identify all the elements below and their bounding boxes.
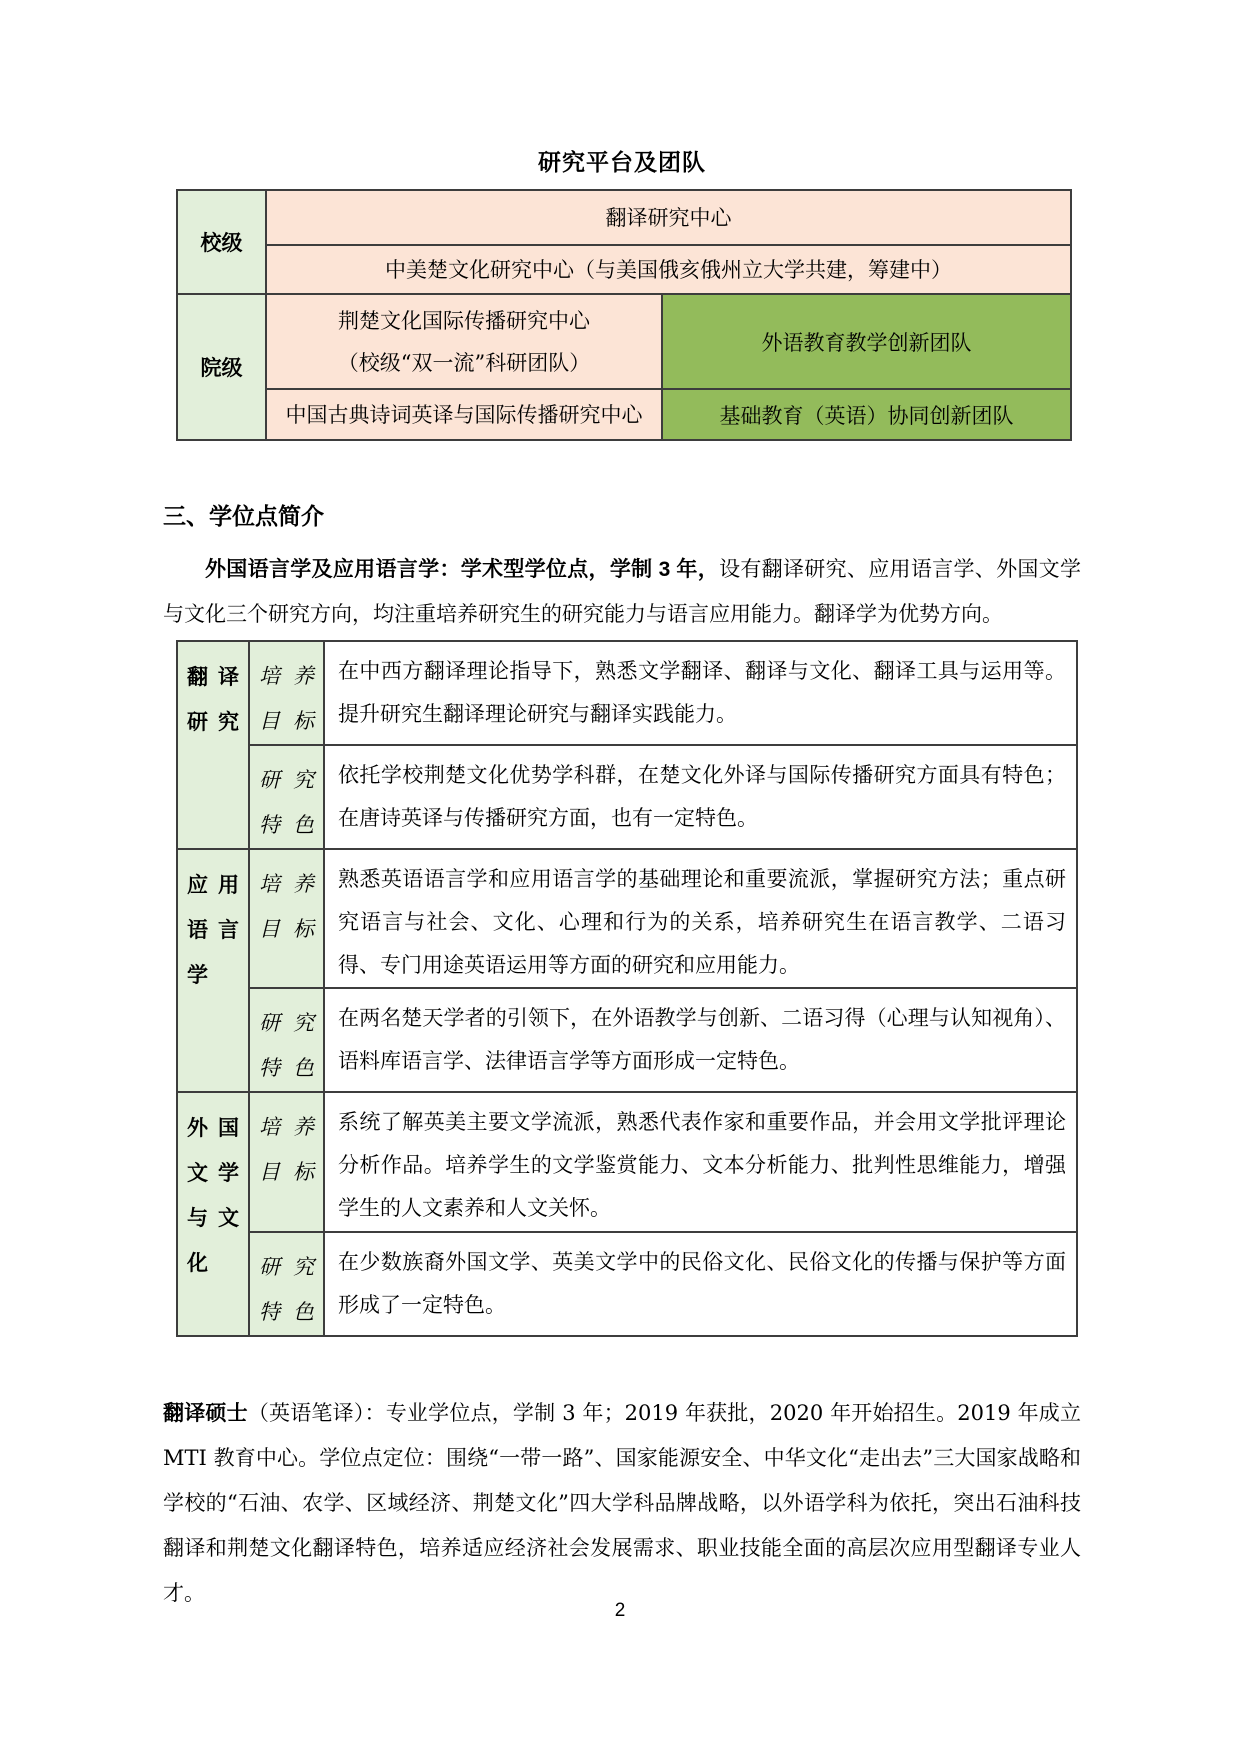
label-line: 培养	[259, 1115, 314, 1139]
feature-text-applied-linguistics: 在两名楚天学者的引领下，在外语教学与创新、二语习得（心理与认知视角）、语料库语言学、法律语言学等方面形成一定特色。	[324, 988, 1077, 1092]
platform-table	[176, 189, 1072, 441]
intro-rest-run: 设有翻译研究、应用语言学、外国文学与文化三个研究方向，均注重培养研究生的研究能力与语言应用能力。翻译学为优势方向。	[163, 557, 1081, 626]
name-line: 翻译	[187, 664, 239, 689]
mti-rest-run: （英语笔译）：专业学位点，学制 3 年；2019 年获批，2020 年开始招生。2019 年成立 MTI 教育中心。学位点定位：围绕“一带一路”、国家能源安全、中华文化“走出去”三大国家战略和学校的“石油、农学、区域经济、荆楚文化”四大学科品牌战略，以外语学科为依托，突出石油科技翻译和荆楚文化翻译特色，培养适应经济社会发展需求、职业技能全面的高层次应用型翻译专业人才。	[163, 1401, 1081, 1605]
label-line: 目标	[259, 917, 314, 941]
table-row	[177, 745, 1077, 849]
direction-name-applied-linguistics	[177, 849, 249, 1092]
goal-label	[249, 641, 324, 745]
label-line: 特色	[259, 813, 314, 837]
goal-label	[249, 1092, 324, 1232]
cell-basic-education-english-team: 基础教育（英语）协同创新团队	[662, 389, 1071, 440]
cell-line: 荆楚文化国际传播研究中心	[338, 308, 590, 333]
label-line: 培养	[259, 664, 314, 688]
goal-text-applied-linguistics: 熟悉英语语言学和应用语言学的基础理论和重要流派，掌握研究方法；重点研究语言与社会、文化、心理和行为的关系，培养研究生在语言教学、二语习得、专门用途英语运用等方面的研究和应用能力。	[324, 849, 1077, 988]
name-line: 语言	[187, 917, 239, 942]
label-line: 特色	[259, 1300, 314, 1324]
table-row	[177, 988, 1077, 1092]
mti-bold-run: 翻译硕士	[163, 1402, 248, 1425]
table-row	[177, 389, 1071, 440]
platform-table-title: 研究平台及团队	[538, 149, 706, 175]
name-line: 化	[187, 1250, 208, 1275]
intro-bold-run: 外国语言学及应用语言学：学术型学位点，学制 3 年，	[205, 558, 720, 581]
table-row	[177, 849, 1077, 988]
label-line: 研究	[259, 1011, 314, 1035]
feature-text-translation: 依托学校荆楚文化优势学科群，在楚文化外译与国际传播研究方面具有特色；在唐诗英译与传播研究方面，也有一定特色。	[324, 745, 1077, 849]
intro-paragraph	[163, 547, 1081, 636]
name-line: 文学	[187, 1160, 239, 1185]
name-line: 研究	[187, 709, 239, 734]
label-line: 目标	[259, 1160, 314, 1184]
feature-label	[249, 1232, 324, 1336]
goal-text-translation: 在中西方翻译理论指导下，熟悉文学翻译、翻译与文化、翻译工具与运用等。提升研究生翻译理论研究与翻译实践能力。	[324, 641, 1077, 745]
feature-text-foreign-literature: 在少数族裔外国文学、英美文学中的民俗文化、民俗文化的传播与保护等方面形成了一定特色。	[324, 1232, 1077, 1336]
label-line: 研究	[259, 1255, 314, 1279]
cell-jingchu-culture-center	[266, 294, 662, 389]
mti-paragraph	[163, 1391, 1081, 1616]
feature-label	[249, 745, 324, 849]
feature-label	[249, 988, 324, 1092]
cell-translation-research-center: 翻译研究中心	[266, 190, 1071, 245]
name-line: 应用	[187, 872, 239, 897]
table-row	[177, 190, 1071, 245]
table-row	[177, 641, 1077, 745]
cell-classical-poetry-translation-center: 中国古典诗词英译与国际传播研究中心	[266, 389, 662, 440]
label-line: 培养	[259, 872, 314, 896]
name-line: 学	[187, 962, 208, 987]
school-level-label: 校级	[177, 190, 266, 294]
cell-line: （校级“双一流”科研团队）	[337, 350, 591, 375]
page-number: 2	[614, 1600, 626, 1621]
college-level-label: 院级	[177, 294, 266, 440]
cell-sino-us-chu-culture-center: 中美楚文化研究中心（与美国俄亥俄州立大学共建，筹建中）	[266, 245, 1071, 294]
table-row	[177, 245, 1071, 294]
label-line: 研究	[259, 768, 314, 792]
table-row	[177, 1092, 1077, 1232]
cell-foreign-language-teaching-team: 外语教育教学创新团队	[662, 294, 1071, 389]
label-line: 目标	[259, 709, 314, 733]
section-heading: 三、学位点简介	[163, 503, 324, 529]
page-content	[163, 148, 1081, 1616]
table-row	[177, 1232, 1077, 1336]
directions-table	[176, 640, 1078, 1337]
goal-text-foreign-literature: 系统了解英美主要文学流派，熟悉代表作家和重要作品，并会用文学批评理论分析作品。培养学生的文学鉴赏能力、文本分析能力、批判性思维能力，增强学生的人文素养和人文关怀。	[324, 1092, 1077, 1232]
direction-name-foreign-literature	[177, 1092, 249, 1336]
label-line: 特色	[259, 1056, 314, 1080]
goal-label	[249, 849, 324, 988]
direction-name-translation	[177, 641, 249, 849]
name-line: 与文	[187, 1205, 239, 1230]
name-line: 外国	[187, 1115, 239, 1140]
table-row	[177, 294, 1071, 389]
